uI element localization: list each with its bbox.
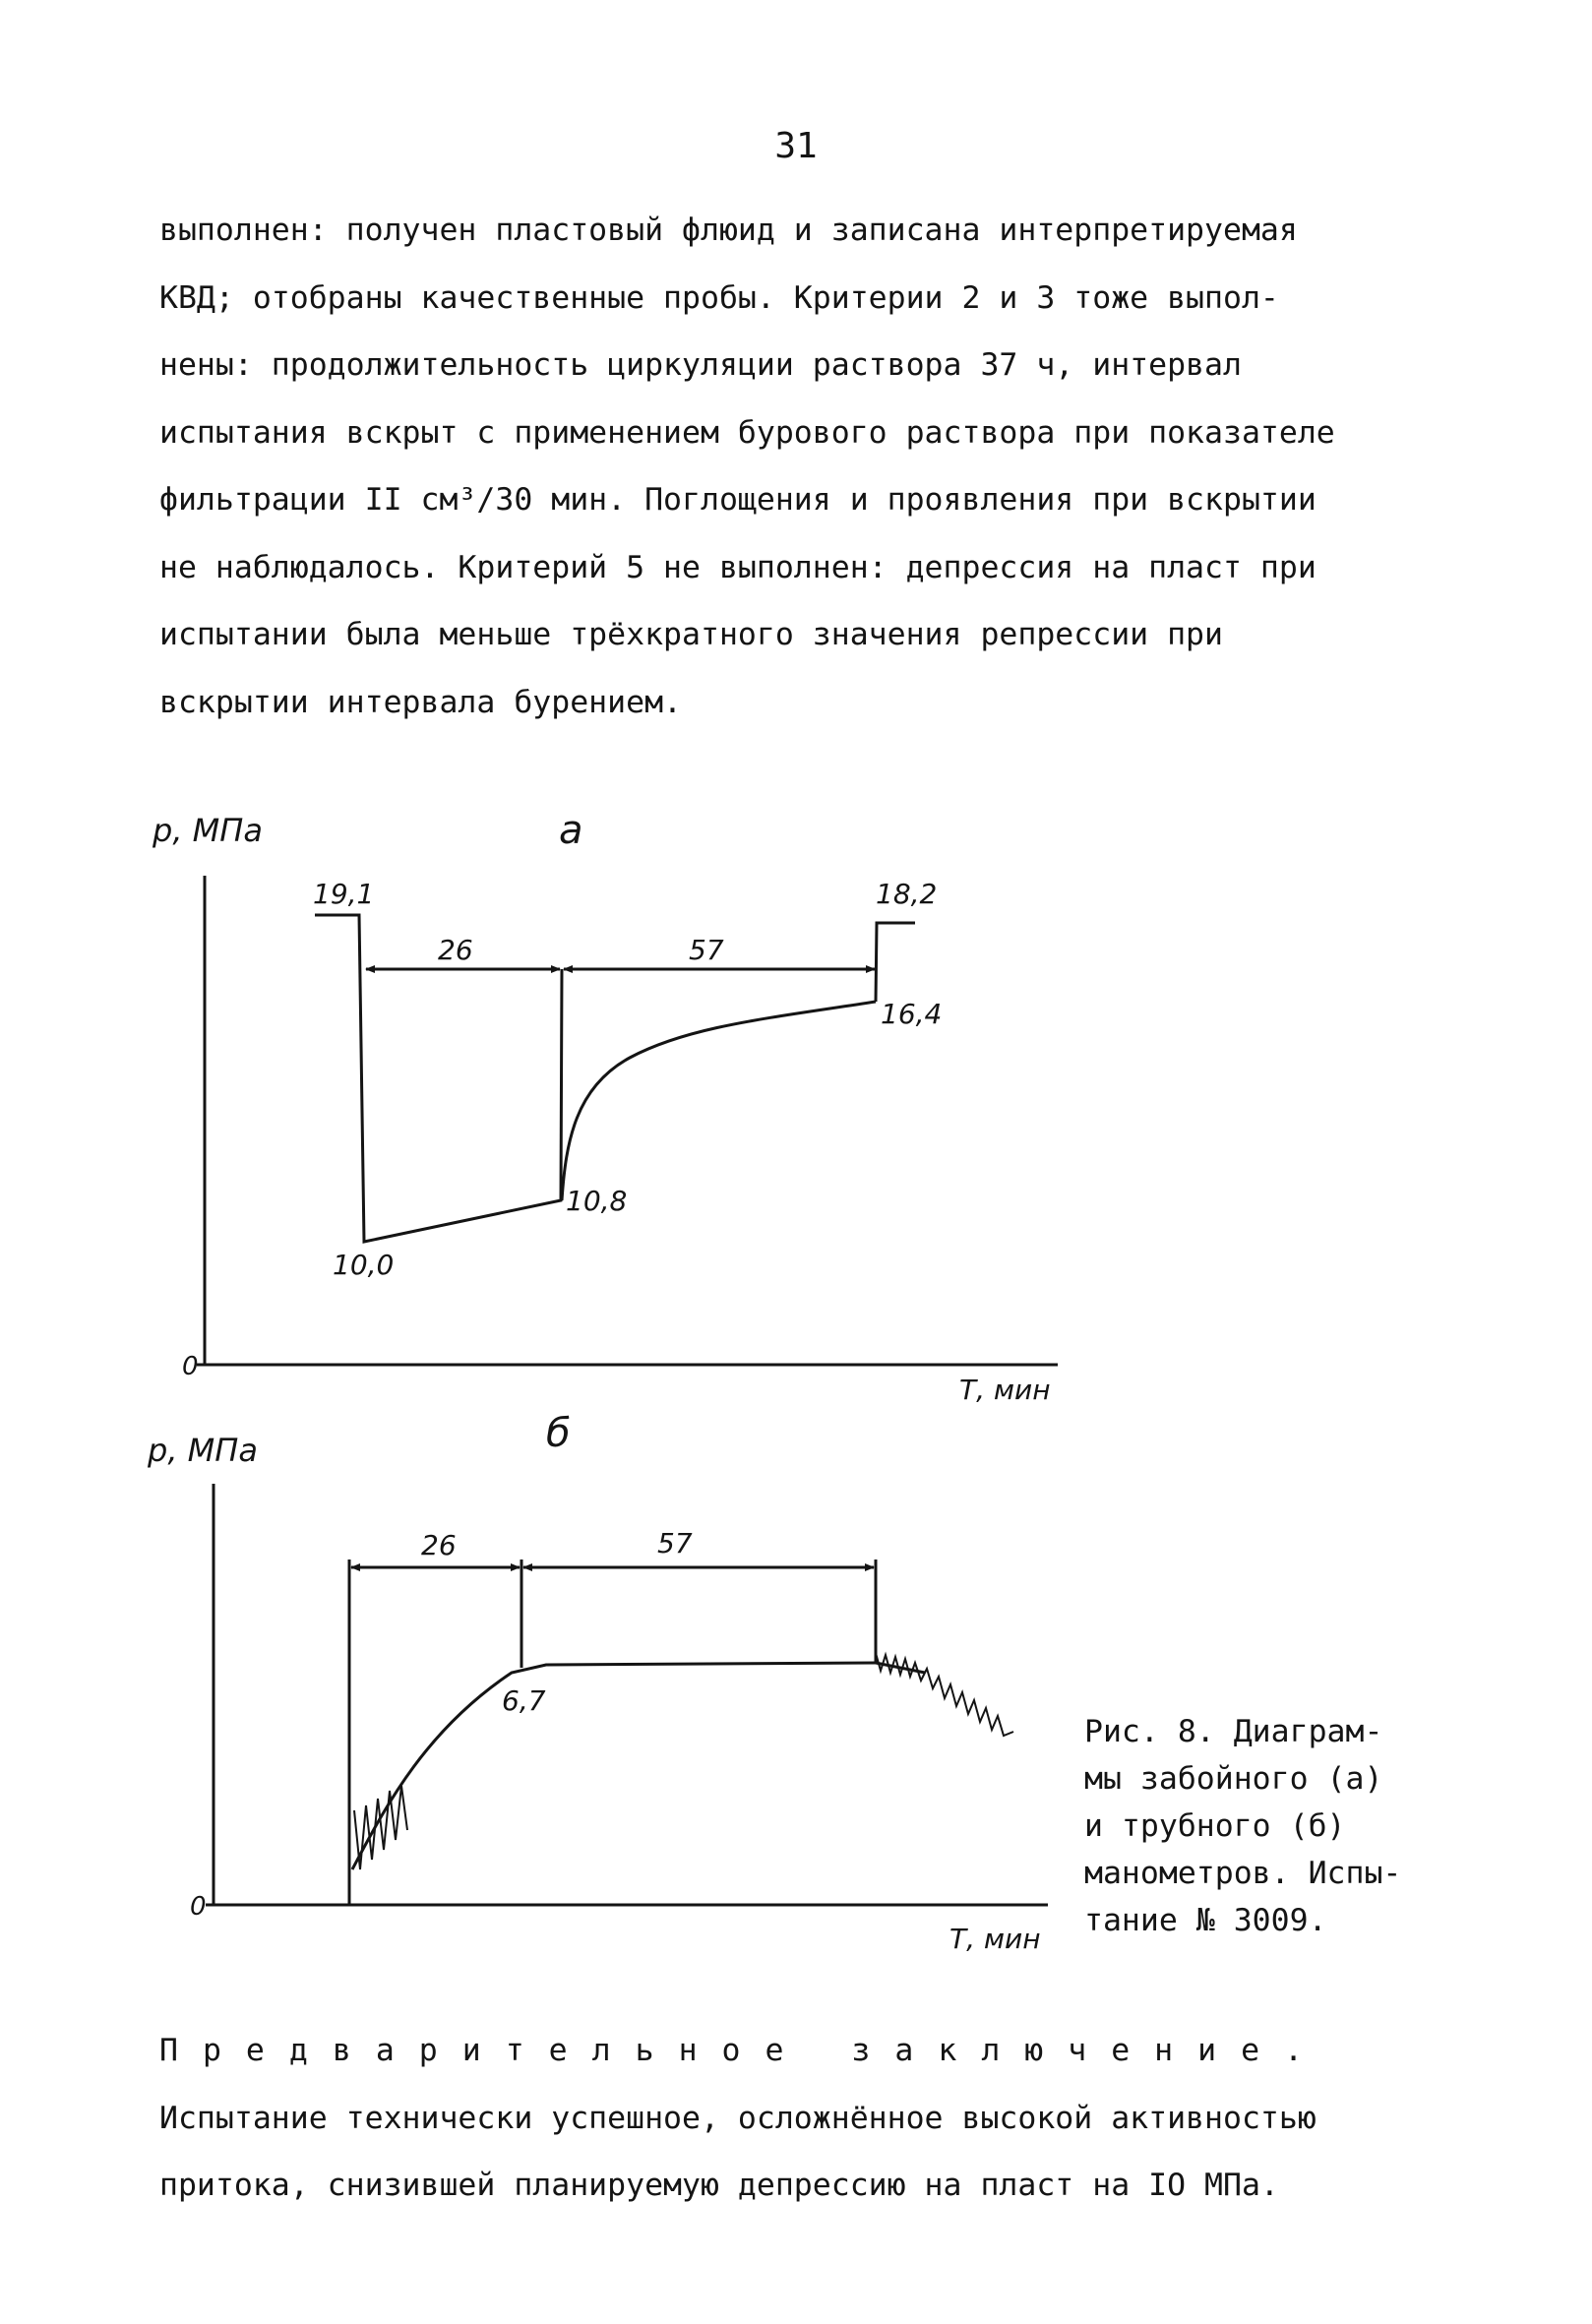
diagram-a-interval-26-label: 26 — [438, 934, 473, 966]
conclusion-heading: Предварительное заключение. — [159, 2033, 1328, 2068]
diagram-b — [206, 1484, 1048, 1905]
caption-line: тание № 3009. — [1084, 1903, 1327, 1938]
caption-line: Рис. 8. Диаграм- — [1084, 1714, 1383, 1749]
caption-line: и трубного (б) — [1084, 1808, 1346, 1844]
diagram-a-value-19-1: 19,1 — [313, 878, 375, 910]
diagram-b-letter: б — [546, 1411, 571, 1456]
paragraph-line: нены: продолжительность циркуляции раствора 37 ч, интервал — [159, 347, 1242, 383]
paragraph-line: КВД; отобраны качественные пробы. Критерии 2 и 3 тоже выпол- — [159, 279, 1279, 316]
diagram-a-origin-label: 0 — [182, 1352, 199, 1381]
paragraph-line: испытания вскрыт с применением бурового раствора при показателе — [159, 414, 1335, 451]
diagram-a-value-10-0: 10,0 — [333, 1249, 395, 1281]
paragraph-line: притока, снизившей планируемую депрессию на пласт на IO МПа. — [159, 2168, 1279, 2203]
paragraph-line: не наблюдалось. Критерий 5 не выполнен: депрессия на пласт при — [159, 549, 1316, 585]
page-number: 31 — [774, 126, 818, 166]
diagram-a-letter: а — [559, 808, 583, 853]
paragraph-line: выполнен: получен пластовый флюид и записана интерпретируемая — [159, 213, 1298, 248]
diagram-a-end-step — [876, 923, 915, 1002]
diagram-a-value-18-2: 18,2 — [876, 878, 938, 910]
diagram-b-oscillation-start — [354, 1786, 407, 1869]
diagram-a-value-10-8: 10,8 — [566, 1185, 628, 1217]
diagram-a — [197, 876, 1058, 1365]
diagram-b-x-axis-label: Т, мин — [949, 1923, 1041, 1955]
diagram-b-origin-label: 0 — [190, 1892, 207, 1922]
diagram-a-x-axis-label: Т, мин — [959, 1374, 1051, 1406]
paragraph-bottom — [159, 2017, 1327, 2220]
figure-caption — [1084, 1708, 1401, 1944]
diagram-a-y-axis-label: р, МПа — [153, 812, 263, 849]
diagram-b-interval-57-label: 57 — [657, 1527, 693, 1560]
paragraph-line: вскрытии интервала бурением. — [159, 684, 683, 720]
diagram-b-pressure-curve — [352, 1663, 925, 1869]
diagram-a-interval-57-label: 57 — [689, 934, 724, 966]
paragraph-line: фильтрации II см³/30 мин. Поглощения и проявления при вскрытии — [159, 482, 1316, 518]
diagram-b-interval-26-label: 26 — [421, 1529, 457, 1561]
caption-line: манометров. Испы- — [1084, 1856, 1402, 1891]
caption-line: мы забойного (а) — [1084, 1761, 1383, 1797]
diagram-b-oscillation-end — [876, 1653, 1013, 1736]
diagram-a-recovery-curve — [562, 1002, 876, 1200]
diagram-b-y-axis-label: р, МПа — [148, 1432, 258, 1469]
diagram-b-value-6-7: 6,7 — [502, 1684, 546, 1717]
paragraph-line: испытании была меньше трёхкратного значения репрессии при — [159, 617, 1223, 652]
paragraph-line: Испытание технически успешное, осложнённое высокой активностью — [159, 2100, 1316, 2136]
diagram-a-value-16-4: 16,4 — [881, 998, 943, 1030]
